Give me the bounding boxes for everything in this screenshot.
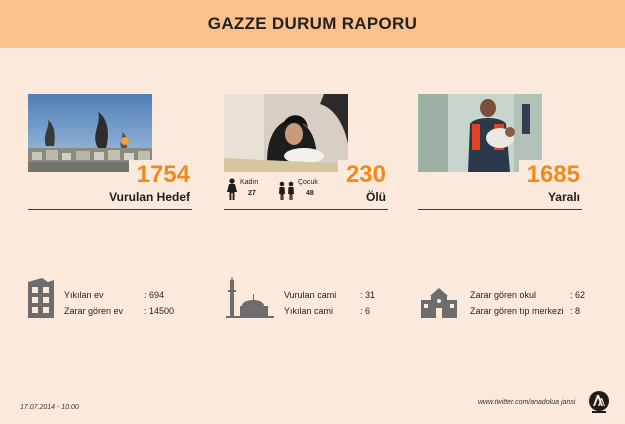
deaths-count: 230 <box>338 160 386 188</box>
women-label: Kadın <box>240 179 259 186</box>
card-targets <box>28 94 192 214</box>
stat-label: Zarar gören tıp merkezi <box>470 306 564 316</box>
deaths-label: Ölü <box>366 190 386 204</box>
twitter-link[interactable]: www.twitter.com/anadolua jansi <box>478 399 576 406</box>
card-deaths <box>224 94 388 214</box>
anadolu-agency-logo-icon <box>588 390 610 414</box>
children-breakdown <box>278 178 318 200</box>
injured-count: 1685 <box>519 160 580 188</box>
report-date: 17.07.2014 - 10:00 <box>20 404 79 411</box>
stat-label: Zarar gören okul <box>470 290 537 300</box>
divider <box>418 209 582 210</box>
divider <box>224 209 388 210</box>
targets-count: 1754 <box>129 160 190 188</box>
page-title: GAZZE DURUM RAPORU <box>207 14 418 33</box>
photo-mourning <box>224 94 348 172</box>
stat-label: Vurulan cami <box>284 290 337 300</box>
stat-label: Yıkılan ev <box>64 290 104 300</box>
stat-value: : 31 <box>360 290 376 300</box>
ruined-building-icon <box>26 276 56 318</box>
children-icon <box>278 178 296 200</box>
divider <box>28 209 192 210</box>
stat-value: : 14500 <box>144 306 175 316</box>
stat-value: : 8 <box>570 306 581 316</box>
card-injured <box>418 94 582 214</box>
women-count: 27 <box>248 190 256 197</box>
stat-value: : 62 <box>570 290 586 300</box>
school-building-icon <box>420 276 458 318</box>
stat-value: : 6 <box>360 306 371 316</box>
targets-label: Vurulan Hedef <box>109 190 190 204</box>
stat-value: : 694 <box>144 290 165 300</box>
header-bar <box>0 0 625 48</box>
children-count: 48 <box>306 190 314 197</box>
stat-label: Zarar gören ev <box>64 306 124 316</box>
woman-icon <box>226 178 238 200</box>
children-label: Çocuk <box>298 179 318 186</box>
women-breakdown <box>226 178 259 200</box>
injured-label: Yaralı <box>547 190 580 204</box>
stat-label: Yıkılan cami <box>284 306 334 316</box>
mosque-icon <box>226 276 274 318</box>
